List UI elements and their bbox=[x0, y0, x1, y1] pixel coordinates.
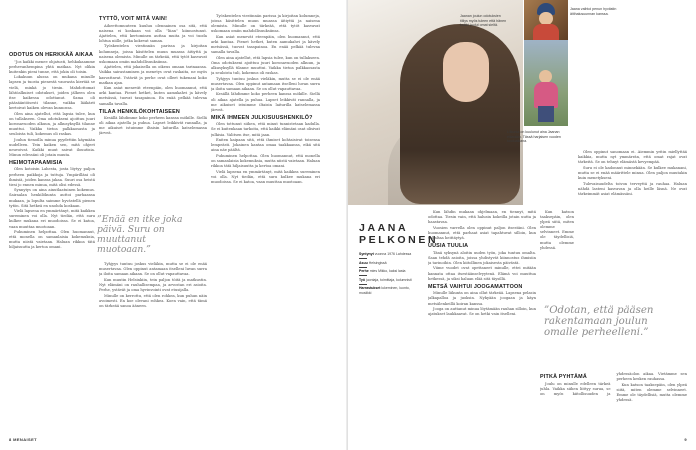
bio-label: Perhe bbox=[359, 269, 369, 274]
paragraph: Kesällä lähdimme koko perheen kanssa mökille. Siellä oli aikaa ajatella ja puhua. Lapset leikkivät rannalla, ja me aikuiset istuimme iltaisin laiturilla katselemassa järveä. bbox=[211, 92, 320, 112]
paragraph: Puhuminen helpottaa. Olen huomannut, että monella on samanlaisia kokemuksia, mutta niistä vaietaan. Haluan rikkoa tätä hiljaisuutta ja kertoa omani. bbox=[211, 153, 320, 169]
paragraph: Kun lähdin mukaan ohjelmaan, en tiennyt, mitä odottaa. Tiesin vain, että halusin kokeilla jotain uutta ja haastavaa. bbox=[428, 210, 536, 225]
bio-divider bbox=[359, 258, 367, 259]
bio-value: vuonna 1976 Lahdessa bbox=[374, 252, 412, 256]
section-heading: UUSIA TUULIA bbox=[428, 243, 469, 250]
name-last: PELKONEN bbox=[359, 234, 439, 246]
paragraph: Minulle on kerrottu, että olen rohkea, kun puhun näin avoimesti. En koe olevani rohkea. Koen vain, että tämä on tärkeää sanoa ääneen. bbox=[99, 293, 207, 308]
right-page bbox=[348, 0, 696, 450]
article-column-r2-narrow bbox=[540, 210, 574, 300]
paragraph: Joulu on minulle edelleen tärkeä juhla. Vaikka siihen liittyy surua, se on myös kiitollisuuden ja yhdessäolon aikaa. Vietämme sen perheen kesken rauhassa. bbox=[540, 372, 687, 396]
bio-label: Työ bbox=[359, 277, 365, 282]
paragraph: Jooga on auttanut minua löytämään rauhan silloin, kun ajatukset laukkaavat. Se on hetki vain itselleni. bbox=[428, 307, 536, 317]
article-column-2-bottom bbox=[99, 262, 207, 432]
portrait-photo bbox=[348, 0, 523, 205]
paragraph: Tulevaisuudelta toivon terveyttä ja rauhaa. Haluan nähdä lasteni kasvavan ja olla heille läsnä. Ne ovat tärkeimmät asiat elämässäni. bbox=[578, 181, 687, 196]
paragraph: Kun asiat menevät eteenpäin, olen huomannut, että arki kantaa. Pienet hetket, kuten aamukahvi ja kävely metsässä, tuovat tasapainoa. En enää pelkää tulevaa samalla tavalla. bbox=[211, 34, 320, 55]
page-number-right: 9 bbox=[684, 437, 687, 442]
paragraph: Tyhjyys tuntuu joskus vieläkin, mutta se ei ole enää musertavaa. Olen oppinut antamaan itselleni luvan surra ja iloita samaan aikaan. Se on ollut vapauttavaa. bbox=[211, 76, 320, 91]
bio-value: Helsingissä bbox=[368, 260, 387, 265]
bio-line bbox=[359, 252, 415, 257]
paragraph: Lokakuun alussa on mukana minulle lapsen ja tuosta pienestä vauvasta kiertää se vielä, minkä jo tiesin. Mahdottomat lähtöalkuiset odotukset, joiden jälkeen olen itse kaikessa odottanut. Sama oli pääsääntöisesti tilanne, vaikka lääkärit kertoivat kaiken olevan kunnossa. bbox=[9, 75, 95, 110]
photo-clothes-shape bbox=[534, 82, 558, 108]
section-heading: PITKÄ PYHTÄMÄ bbox=[540, 374, 587, 380]
paragraph: Työskentelen viestinnän parissa ja kirjoitan kolumneja, joissa käsittelen muun muassa äitiyttä ja naisena olemista. Minulle on tärkeää, että tytöt kasvavat uskomaan omiin mahdollisuuksiinsa. bbox=[211, 14, 320, 34]
paragraph: Vielä lapsena en ymmärtänyt, mitä kaikkea sureminen voi olla. Nyt tiedän, että suru kulkee mukana eri muodoissa. Se ei katoa, vaan muuttaa muotoaan. bbox=[9, 209, 95, 229]
photo-clothes-shape bbox=[533, 24, 559, 40]
photo-caption-bottom: Lilkunta on kuulunut aina Jaanan elämään. Tässä harjaisen vuoden kouluaikana. bbox=[507, 130, 561, 144]
bio-line bbox=[359, 286, 415, 295]
bio-value: mies Mikko, kaksi lasta bbox=[369, 269, 406, 274]
article-column-3 bbox=[211, 14, 320, 432]
paragraph: Olen aina ajatellut, että lapsia tulee, kun on tullakseen. Oma odotukseni ajoittuu juuri koronavuoden alkuun, ja alkusyksyllä tilanne muuttui. Vaikka tietoa palkkaosasta ja seuloista tuli, kokemus oli raskas. bbox=[9, 111, 95, 136]
paragraph: Kun asiat menevät eteenpäin, olen huomannut, että arki kantaa. Pienet hetket, kuten aamukahvi ja kävely metsässä, tuovat tasapainoa. En enää pelkää tulevaa samalla tavalla. bbox=[99, 86, 207, 106]
paragraph: Kesällä lähdimme koko perheen kanssa mökille. Siellä oli aikaa ajatella ja puhua. Lapset leikkivät rannalla, ja me aikuiset istuimme iltaisin laiturilla katselemassa järveä. bbox=[99, 116, 207, 136]
photo-caption-top: Jaana vaihtoi penun hyvästin äitihalusuunnan kanssa. bbox=[570, 7, 617, 16]
article-column-r3 bbox=[540, 372, 687, 432]
paragraph: Aiheettomuuteen kuuluu olennainen osa sitä, että naisena ei koskaan voi olla ”liian” kiinnostunut. Ajattelen, että kertominen auttaa muita ja voi tuoda lohtua niille, jotka kokevat saman. bbox=[99, 23, 207, 43]
paragraph: Vuosien varrella olen oppinut paljon itsestäni. Olen huomannut, että parhaat asiat tapahtuvat silloin, kun uskaltaa heittäytyä. bbox=[428, 225, 536, 240]
article-column-2-top bbox=[99, 14, 207, 223]
paragraph: Minulle liikunta on aina ollut tärkeää. Lapsena pelasin jalkapalloa ja juoksin. Nykyään joogaan ja käyn metsälenkeillä koiran kanssa. bbox=[428, 291, 536, 306]
section-heading: MIKÄ IHMEEN JULKISUUSHENKILÖ? bbox=[211, 114, 313, 121]
bio-line bbox=[359, 261, 415, 266]
bio-line bbox=[359, 269, 415, 274]
paragraph: Olen tottunut siihen, että minut tunnistetaan kadulla. Se ei kuitenkaan tarkoita, että kaikki elämäni osat olisivat julkisia. Valitsen itse, mitä jaan. bbox=[211, 122, 320, 137]
pull-quote: ”Enää en itke joka päivä. Suru on muuttanut muotoaan.” bbox=[97, 214, 183, 255]
bio-divider bbox=[359, 275, 367, 276]
section-heading: METSÄ VAIHTUI JOOGAMATTOON bbox=[428, 283, 523, 290]
section-heading: TILAA HENKILÖKOHTAISEEN bbox=[99, 108, 180, 115]
paragraph: Vielä lapsena en ymmärtänyt, mitä kaikkea sureminen voi olla. Nyt tiedän, että suru kulkee mukana eri muodoissa. Se ei katoa, vaan muuttaa muotoaan. bbox=[211, 169, 320, 184]
paragraph: Tyhjyys tuntuu joskus vieläkin, mutta se ei ole enää musertavaa. Olen oppinut antamaan itselleni luvan surra ja iloita samaan aikaan. Se on ollut vapauttavaa. bbox=[99, 262, 207, 277]
article-column-r2 bbox=[578, 150, 687, 300]
page-number-left: 8 MENAISET bbox=[9, 437, 38, 442]
paragraph: Suru ei ole kadonnut minnekään. Se kulkee mukanani, mutta se ei enää määrittele minua. Olen paljon muutakin kuin menetykseni. bbox=[578, 165, 687, 180]
bio-label: Asuu bbox=[359, 260, 368, 265]
bio-divider bbox=[359, 284, 367, 285]
paragraph: Synnytys on aina ainutlaatuinen kokemus. Sairaalan henkilökunta auttoi parhaansa mukaan, ja lopulta saimme hyvästellä pienen tytön. Sitä hetkeä en unohda koskaan. bbox=[9, 188, 95, 208]
bio-label: Syntynyt bbox=[359, 252, 374, 256]
pull-quote: ”Odotan, että pääsen rakentamaan joulun omalle perheelleni.” bbox=[544, 305, 654, 339]
section-heading: TYTTÖ, VOIT MITÄ VAIN! bbox=[99, 16, 168, 22]
paragraph: Kun muutin Helsinkiin, tein paljon töitä ja matkustin. Nyt elämäni on rauhallisempaa, ja arvostan eri asioita. Perhe, ystävät ja oma hyvinvointi ovat etusijalla. bbox=[99, 277, 207, 292]
paragraph: Olen oppinut sanomaan ei. Aiemmin yritin miellyttää kaikkia, mutta nyt ymmärrän, että omat rajat ovat tärkeitä. Se on tehnyt elämästä kevyempää. bbox=[578, 150, 687, 165]
paragraph: Ajattelen, että jokaisella on oikeus omaan tarinaansa. Vaikka sairastaminen ja menetys ovat raskaita, ne myös kasvattavat. Ystävät ja perhe ovat olleet tukenani koko matkan ajan. bbox=[99, 65, 207, 85]
paragraph: Olen kotoisin Lahesta, josta löytyy paljon perheen paikkoja ja tuttuja. Ympärilläni oli ihmisiä, joiden kanssa jakaa. Suuri osa heistä tiesi jo ennen minua, mitä olisi edessä. bbox=[9, 167, 95, 187]
paragraph: ”Jos kaikki menee ohjatusti, hehkukaamme perhevanhempina yhtä matkaa. Nyt olikin kuitenkin pieni tunne, että jokin oli toisin. bbox=[9, 59, 95, 74]
paragraph: Työskentelen viestinnän parissa ja kirjoitan kolumneja, joissa käsittelen muun muassa äitiyttä ja naisena olemista. Minulle on tärkeää, että tytöt kasvavat uskomaan omiin mahdollisuuksiinsa. bbox=[99, 44, 207, 64]
paragraph: Kun katson taaksepäin, olen ylpeä siitä, miten olemme selvinneet. Emme ole täydellisiä, mutta olemme yhdessä. bbox=[616, 382, 687, 402]
paragraph: Joulun tienoilla minua pyydettiin käymään uudelleen. Tein kaiken sen, mitä ohjeet neuvoivat. Kaikki muut saivat ilouutisia. Minun edessäni oli jotain muuta. bbox=[9, 137, 95, 157]
section-heading: ODOTUS ON HERKKÄÄ AIKAA bbox=[9, 52, 94, 58]
bio-value: juontaja, toimittaja, kolumnisti bbox=[365, 277, 412, 282]
paragraph: Tänä syksynä aloitin uuden työn, joka tuntuu omalta. Saan tehdä asioita, joissa yhdistyvät kiinnostus ihmisiin ja tarinoihin. Olen kiitollinen jokaisesta päivästä. bbox=[428, 250, 536, 265]
paragraph: Kun katson taaksepäin, olen ylpeä siitä, miten olemme selvinneet. Emme ole täydellisiä, mutta olemme yhdessä. bbox=[540, 210, 574, 250]
bio-divider bbox=[359, 267, 367, 268]
paragraph: Viime vuodet ovat opettaneet minulle, ettei mitään kannata ottaa itsestäänselvyytenä. Elämä voi muuttua hetkessä, ja siksi haluan elää sitä täysillä. bbox=[428, 266, 536, 281]
name-first: JAANA bbox=[359, 222, 409, 234]
childhood-photo-top bbox=[524, 0, 568, 40]
bio-value: lukeminen, luonto, musiikki bbox=[359, 286, 410, 295]
bio-line bbox=[359, 278, 415, 283]
childhood-photo-bottom bbox=[524, 40, 568, 126]
paragraph: Olen aina ajatellut, että lapsia tulee, kun on tullakseen. Oma odotukseni ajoittuu juuri koronavuoden alkuun, ja alkusyksyllä tilanne muuttui. Vaikka tietoa palkkaosasta ja seuloista tuli, kokemus oli raskas. bbox=[211, 55, 320, 76]
photo-legs-shape bbox=[538, 106, 554, 122]
photo-face-shape bbox=[443, 42, 489, 102]
article-column-1 bbox=[9, 50, 95, 432]
article-column-r1 bbox=[428, 210, 536, 432]
photo-caption: Jaanan joulun odotuksien tiiliys myös tuleen että hänen kaikki joulut omat sieltä. bbox=[460, 14, 507, 28]
paragraph: Puhuminen helpottaa. Olen huomannut, että monella on samanlaisia kokemuksia, mutta niistä vaietaan. Haluan rikkoa tätä hiljaisuutta ja kertoa omani. bbox=[9, 230, 95, 250]
section-heading: HEIMOTAPAAMISIA bbox=[9, 159, 63, 166]
person-name bbox=[359, 222, 438, 246]
paragraph: Eniten kaipaan sitä, että ihmiset kohtaisivat toisensa lempeästi. Jokainen kantaa omaa taakkaansa, eikä sitä aina näe päältä. bbox=[211, 138, 320, 153]
bio-label: Harrastukset bbox=[359, 286, 381, 291]
bio-box bbox=[359, 252, 415, 296]
